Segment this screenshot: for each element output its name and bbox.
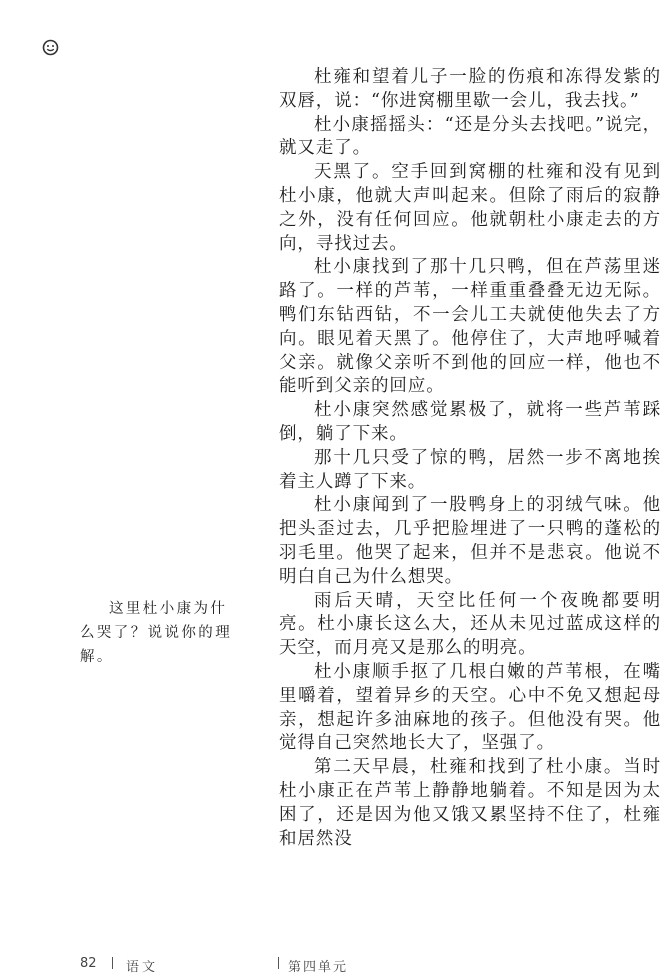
paragraph: 杜小康闻到了一股鸭身上的羽绒气味。他把头歪过去，几乎把脸埋进了一只鸭的蓬松的羽毛里。他哭了起来，但并不是悲哀。他说不明白自己为什么想哭。 <box>279 495 661 587</box>
paragraph: 杜雍和望着儿子一脸的伤痕和冻得发紫的双唇，说：“你进窝棚里歇一会儿，我去找。” <box>279 67 661 111</box>
footer-divider <box>278 957 279 969</box>
page-number: 82 <box>80 956 97 971</box>
footer-divider <box>112 957 113 969</box>
paragraph: 杜小康突然感觉累极了，就将一些芦苇踩倒，躺了下来。 <box>279 400 661 444</box>
page-footer <box>0 950 660 975</box>
margin-annotation: 这里杜小康为什么哭了？说说你的理解。 <box>80 601 233 665</box>
paragraph: 杜小康找到了那十几只鸭，但在芦荡里迷路了。一样的芦苇，一样重重叠叠无边无际。鸭们东钻西钻，不一会儿工夫就使他失去了方向。眼见着天黑了。他停住了，大声地呼喊着父亲。就像父亲听不到他的回应一样，他也不能听到父亲的回应。 <box>279 257 661 397</box>
smiley-icon <box>42 39 59 56</box>
main-text <box>279 66 661 851</box>
paragraph: 雨后天晴，天空比任何一个夜晚都要明亮。杜小康长这么大，还从未见过蓝成这样的天空，而月亮又是那么的明亮。 <box>279 590 661 659</box>
paragraph: 天黑了。空手回到窝棚的杜雍和没有见到杜小康，他就大声叫起来。但除了雨后的寂静之外，没有任何回应。他就朝杜小康走去的方向，寻找过去。 <box>279 162 661 254</box>
unit-title: 第四单元 <box>288 960 349 975</box>
paragraph: 杜小康顺手抠了几根白嫩的芦苇根，在嘴里嚼着，望着异乡的天空。心中不免又想起母亲，想起许多油麻地的孩子。但他没有哭。他觉得自己突然地长大了，坚强了。 <box>279 661 661 754</box>
paragraph: 杜小康摇摇头：“还是分头去找吧。”说完，就又走了。 <box>279 114 661 159</box>
paragraph: 那十几只受了惊的鸭，居然一步不离地挨着主人蹲了下来。 <box>279 447 661 492</box>
book-title: 语文 <box>126 960 159 975</box>
paragraph: 第二天早晨，杜雍和找到了杜小康。当时杜小康正在芦苇上静静地躺着。不知是因为太困了，还是因为他又饿又累坚持不住了，杜雍和居然没 <box>279 757 661 849</box>
